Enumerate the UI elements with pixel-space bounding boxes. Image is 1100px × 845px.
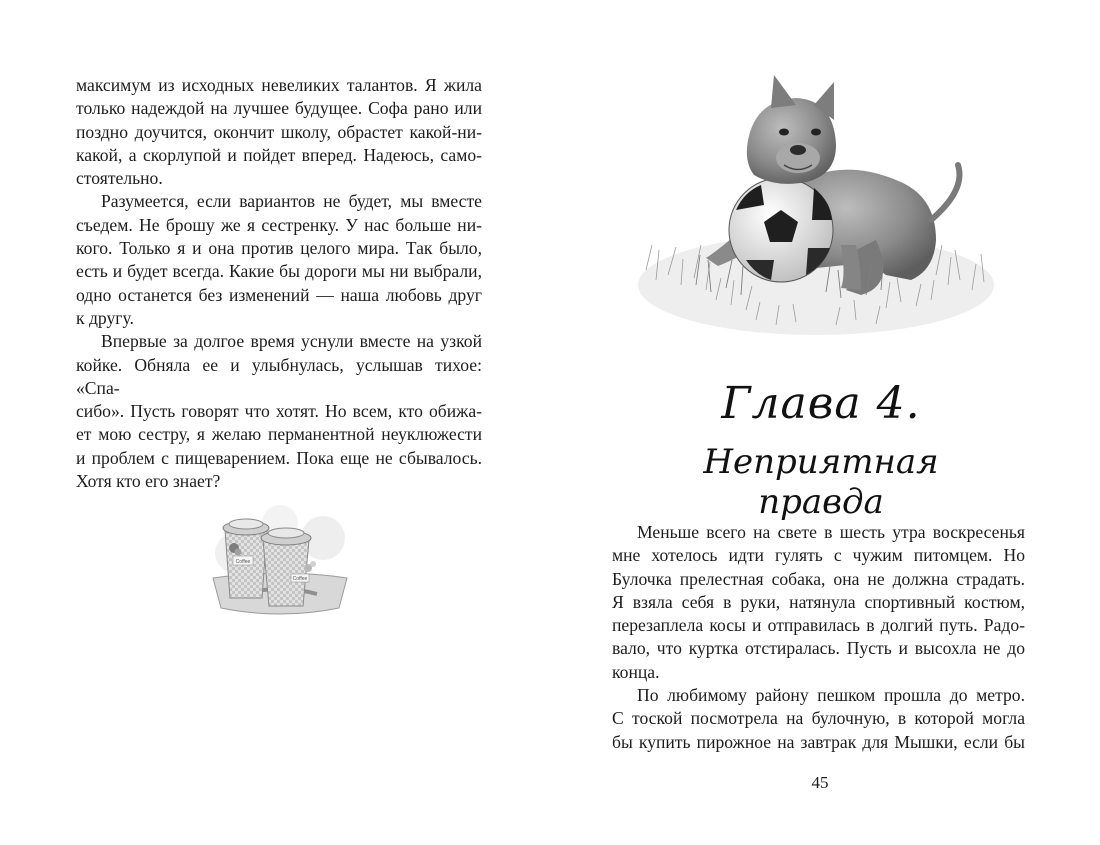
paragraph [76,190,482,330]
text-line: поздно доучится, окончит школу, обрастет какой-ни- [76,121,482,142]
paragraph [76,74,482,190]
right-page-text [612,521,1025,754]
text-line: перезаплела косы и отправилась в долгий путь. Радо- [612,615,1025,636]
cup-label: Coffee [292,576,308,582]
text-line: Булочка прелестная собака, она не должна страдать. [612,568,1025,589]
paragraph [612,521,1025,684]
text-line: Я взяла себя в руки, натянула спортивный костюм, [612,591,1025,612]
text-line: Хотя кто его знает? [76,471,221,492]
text-line: койке. Обняла ее и улыбнулась, услышав тихое: «Спа- [76,354,482,398]
text-line: конца. [612,661,660,682]
text-line: ет мою сестру, я желаю перманентной неуклюжести [76,424,482,445]
cup-label: Coffee [235,559,251,565]
paragraph [76,330,482,493]
text-line: и проблем с пищеварением. Пока еще не сбывалось. [76,447,482,468]
text-line: По любимому району пешком прошла до метро. [637,685,1025,706]
chapter-subtitle: Неприятная правда [703,442,939,522]
text-line: какой, а скорлупой и пойдет вперед. Надеюсь, само- [76,144,482,165]
text-line: Разумеется, если вариантов не будет, мы вместе [101,191,482,212]
page-number: 45 [811,773,829,792]
paragraph [612,684,1025,754]
left-page-text [76,74,482,493]
text-line: к другу. [76,307,134,328]
text-line: съедем. Не брошу же я сестренку. У нас больше ни- [76,214,482,235]
dog-with-ball-illustration [636,70,998,350]
text-line: одно останется без изменений — наша любовь друг [76,284,482,305]
text-line: вало, что куртка отстиралась. Пусть и высохла не до [612,638,1025,659]
chapter-title: Глава 4. [721,378,921,429]
text-line: кого. Только я и она против целого мира. Так было, [76,238,482,259]
text-line: стоятельно. [76,168,163,189]
text-line: есть и будет всегда. Какие бы дороги мы ни выбрали, [76,261,482,282]
text-line: максимум из исходных невеликих талантов. Я жила [76,75,482,95]
text-line: Меньше всего на свете в шесть утра воскресенья [637,522,1025,542]
text-line: Впервые за долгое время уснули вместе на узкой [101,331,482,352]
text-line: бы купить пирожное на завтрак для Мышки, если бы [612,731,1025,752]
text-line: только надеждой на лучшее будущее. Софа рано или [76,98,482,119]
text-line: С тоской посмотрела на булочную, в которой могла [612,708,1025,729]
text-line: сибо». Пусть говорят что хотят. Но всем, кто обижа- [76,401,482,422]
coffee-cups-illustration [205,498,355,633]
text-line: мне хотелось идти гулять с чужим питомцем. Но [612,545,1025,566]
